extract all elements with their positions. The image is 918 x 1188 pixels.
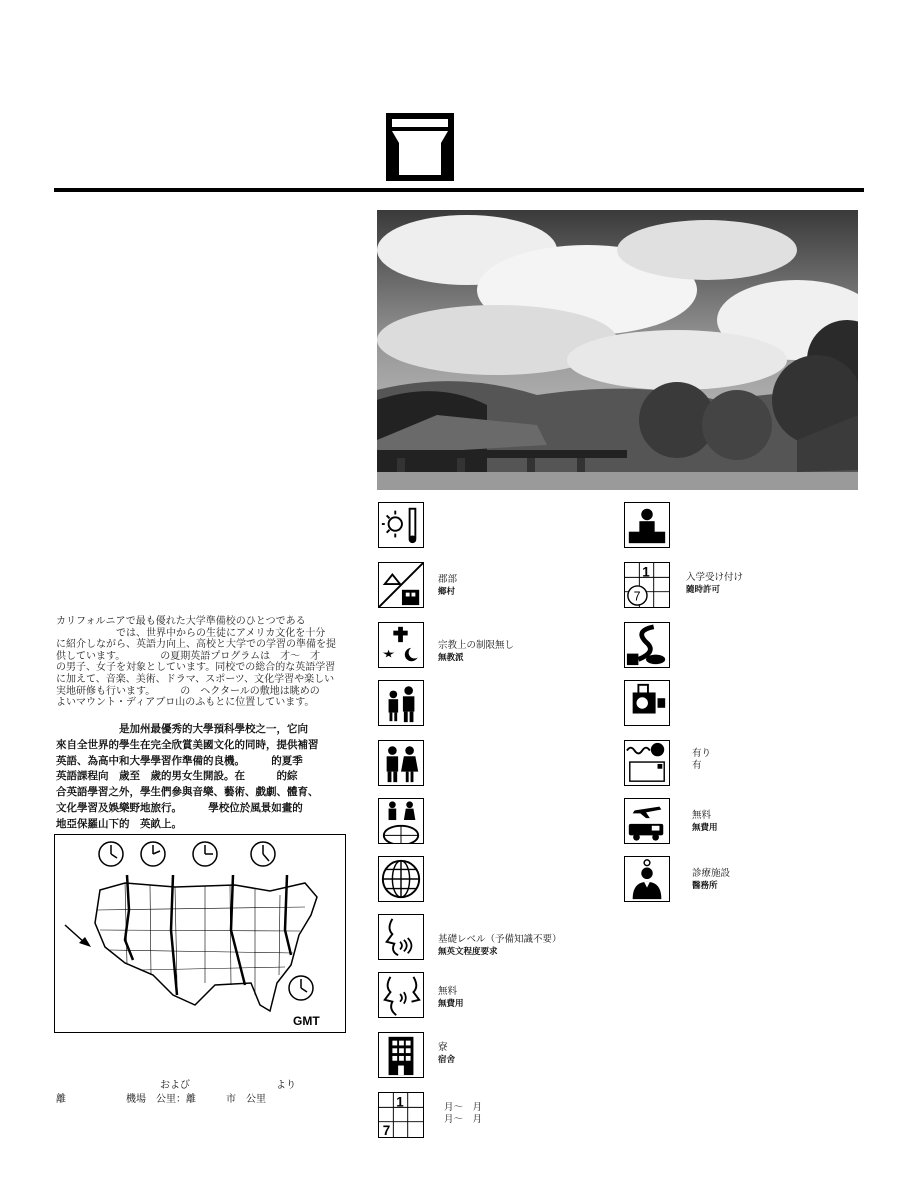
nurse-icon: [624, 856, 670, 902]
calendar-icon: [378, 1092, 424, 1138]
gmt-label: GMT: [293, 1014, 320, 1028]
activities-icon: [624, 622, 670, 668]
dormitory-icon: [378, 1032, 424, 1078]
footer-distance-a: および: [160, 1080, 190, 1091]
calendar-jp: 月～ 月: [444, 1102, 483, 1113]
enrollment-icon: [624, 502, 670, 548]
laundry-icon: [624, 680, 670, 726]
timezone-map: [54, 834, 346, 1033]
dormitory-jp: 寮: [438, 1042, 448, 1053]
phone-jp: 有り: [692, 748, 712, 759]
rural-zh: 鄉村: [438, 587, 456, 597]
english-level-jp: 基礎レベル（予備知識不要）: [438, 934, 562, 945]
religion-zh: 無教派: [438, 653, 464, 663]
footer-distance-line: 離 機場 公里：離 市 公里: [56, 1094, 266, 1105]
svg-text:1: 1: [396, 1094, 404, 1110]
nurse-zh: 醫務所: [692, 881, 718, 891]
campus-photo: [377, 210, 858, 490]
coed-icon: [378, 740, 424, 786]
rural-icon: [378, 562, 424, 608]
footer-distance-b: より: [276, 1080, 296, 1091]
phone-zh: 有: [692, 760, 702, 771]
dormitory-zh: 宿舍: [438, 1055, 456, 1065]
boys-icon: [378, 680, 424, 726]
religion-jp: 宗教上の制限無し: [438, 640, 515, 651]
chinese-description: 是加州最優秀的大學預科學校之一，它向 來自全世界的學生在完全欣賞美國文化的同時，提供補習 英語、為高中和大學學習作準備的良機。 的夏季 英語課程向 歲至 歲的男女生開設。在 的綜 合英語學習之外，學生們參與音樂、藝術、戲劇、體育、 文化學習及娛樂野地旅行。 學校位於風景如畫的 地亞保羅山下的 英畝上。: [56, 723, 319, 830]
school-logo: [386, 113, 454, 181]
svg-text:7: 7: [633, 589, 641, 604]
international-students-icon: [378, 798, 424, 844]
religion-icon: [378, 622, 424, 668]
admission-jp: 入学受け付け: [686, 572, 744, 583]
airport-transfer-icon: [624, 798, 670, 844]
airport-jp: 無料: [692, 810, 712, 821]
tutoring-jp: 無料: [438, 986, 458, 997]
japanese-description: カリフォルニアで最も優れた大学準備校のひとつである では、世界中からの生徒にアメリカ文化を十分 に紹介しながら、英語力向上、高校と大学での学習の準備を提 供しています。 の夏期英語プログラムは 才～ 才 の男子、女子を対象としています。同校での総合的な英語学習 に加えて、音楽、美術、ドラマ、スポーツ、文化学習や楽しい 実地研修も行います。 の ヘクタールの敷地は眺めの よいマウント・ディアブロ山のふもとに位置しています。: [56, 616, 336, 709]
admission-calendar-icon: [624, 562, 670, 608]
rural-jp: 郡部: [438, 574, 458, 585]
admission-zh: 隨時許可: [686, 585, 721, 595]
airport-zh: 無費用: [692, 823, 718, 833]
phone-mail-icon: [624, 740, 670, 786]
calendar-zh: 月～ 月: [444, 1114, 483, 1125]
svg-text:1: 1: [642, 564, 650, 580]
globe-icon: [378, 856, 424, 902]
svg-text:7: 7: [382, 1123, 391, 1137]
english-level-zh: 無英文程度要求: [438, 947, 498, 957]
header-rule: [54, 188, 864, 192]
tutoring-icon: [378, 972, 424, 1018]
climate-icon: [378, 502, 424, 548]
tutoring-zh: 無費用: [438, 999, 464, 1009]
english-level-icon: [378, 914, 424, 960]
nurse-jp: 診療施設: [692, 868, 731, 879]
